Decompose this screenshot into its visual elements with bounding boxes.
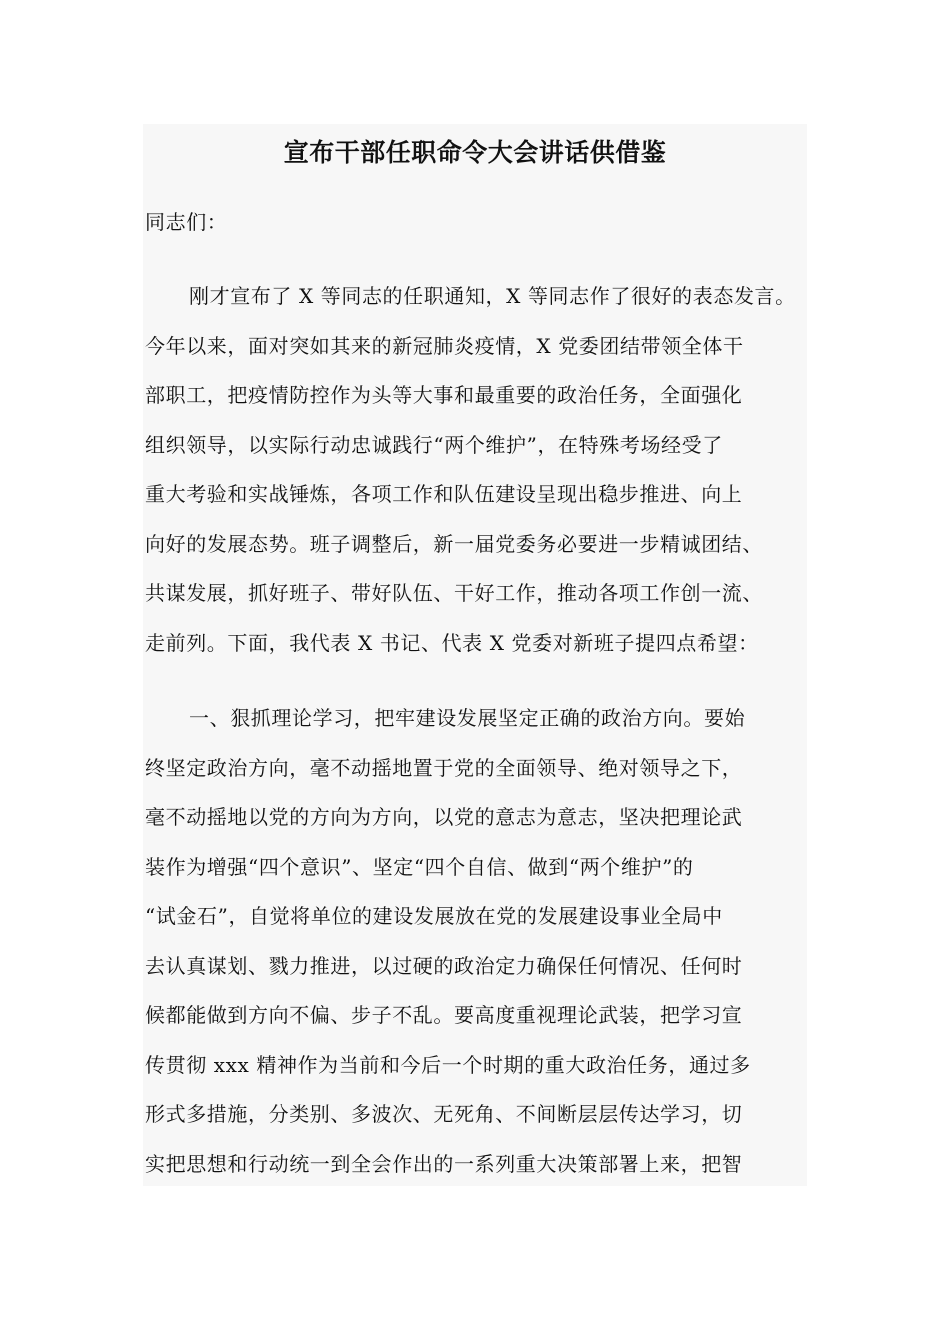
paragraph-line: 终坚定政治方向，毫不动摇地置于党的全面领导、绝对领导之下， <box>145 755 743 780</box>
paragraph-line: 一、狠抓理论学习，把牢建设发展坚定正确的政治方向。要始 <box>189 706 746 730</box>
document-title: 宣布干部任职命令大会讲话供借鉴 <box>283 138 667 167</box>
paragraph-line: 候都能做到方向不偏、步子不乱。要高度重视理论武装，把学习宣 <box>145 1003 743 1027</box>
paragraph-line: 毫不动摇地以党的方向为方向，以党的意志为意志，坚决把理论武 <box>145 805 743 829</box>
paragraph-line: 向好的发展态势。班子调整后，新一届党委务必要进一步精诚团结、 <box>145 531 763 556</box>
paragraph-line: 部职工，把疫情防控作为头等大事和最重要的政治任务，全面强化 <box>145 383 743 407</box>
paragraph-line: 形式多措施，分类别、多波次、无死角、不间断层层传达学习，切 <box>145 1102 743 1126</box>
paragraph-line: 走前列。下面，我代表 X 书记、代表 X 党委对新班子提四点希望： <box>145 630 759 655</box>
paragraph-line: “试金石”，自觉将单位的建设发展放在党的发展建设事业全局中 <box>145 904 723 928</box>
paragraph-line: 装作为增强“四个意识”、坚定“四个自信、做到“两个维护”的 <box>145 854 694 879</box>
salutation: 同志们： <box>145 210 228 234</box>
paragraph-line: 共谋发展，抓好班子、带好队伍、干好工作，推动各项工作创一流、 <box>145 581 763 605</box>
paragraph-line: 今年以来，面对突如其来的新冠肺炎疫情，X 党委团结带领全体干 <box>145 333 744 358</box>
paragraph-line: 去认真谋划、戮力推进，以过硬的政治定力确保任何情况、任何时 <box>145 953 743 978</box>
paragraph-line: 重大考验和实战锤炼，各项工作和队伍建设呈现出稳步推进、向上 <box>145 482 743 506</box>
paragraph-2 <box>145 698 751 1193</box>
paragraph-line: 组织领导，以实际行动忠诚践行“两个维护”，在特殊考场经受了 <box>145 432 723 457</box>
paragraph-line: 传贯彻 xxx 精神作为当前和今后一个时期的重大政治任务，通过多 <box>145 1052 751 1077</box>
paragraph-line: 刚才宣布了 X 等同志的任职通知，X 等同志作了很好的表态发言。 <box>189 284 796 308</box>
paragraph-1 <box>145 276 796 672</box>
paragraph-line: 实把思想和行动统一到全会作出的一系列重大决策部署上来，把智 <box>145 1151 743 1176</box>
